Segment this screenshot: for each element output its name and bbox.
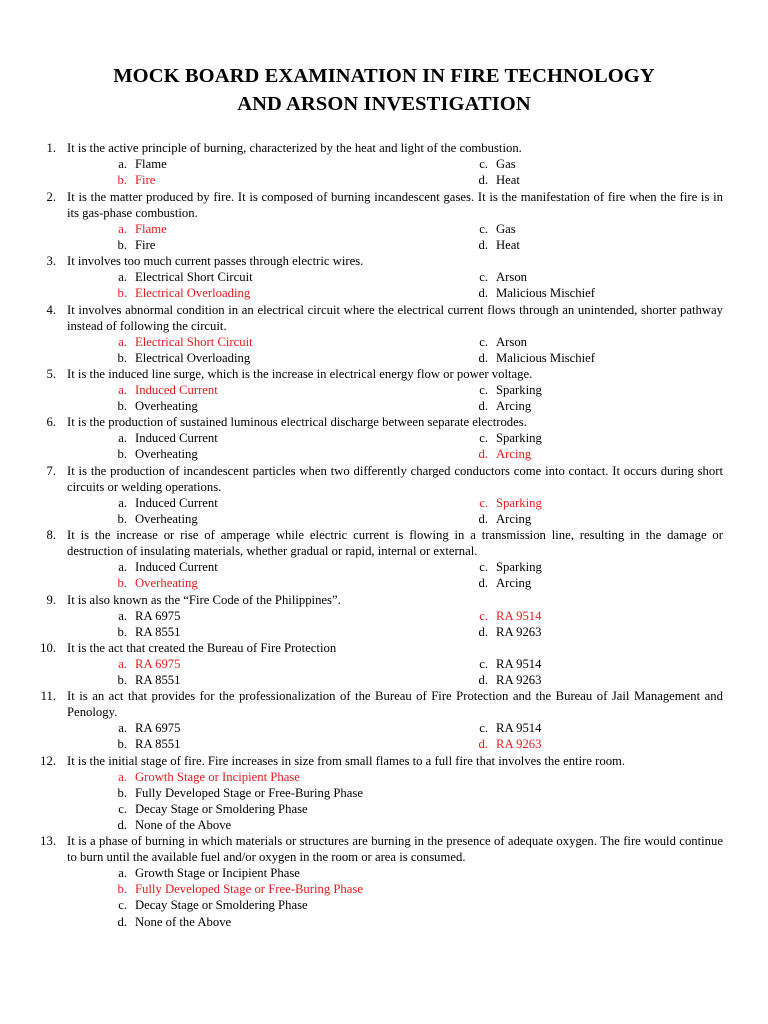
option-letter: c. — [479, 335, 488, 350]
option-text: Decay Stage or Smoldering Phase — [135, 898, 308, 913]
question-text: It is the production of incandescent particles when two differently charged conductors come into contact. It occurs during short circuits or welding operations. — [67, 464, 723, 495]
question-text: It is the induced line surge, which is the increase in electrical energy flow or power voltage. — [67, 367, 533, 381]
option-letter: d. — [478, 286, 488, 301]
question-text: It is the matter produced by fire. It is composed of burning incandescent gases. It is the manifestation of fire when the fire is in its gas-phase combustion. — [67, 190, 723, 221]
option-letter: c. — [479, 496, 488, 511]
option-text: Heat — [496, 238, 520, 253]
option-letter: d. — [478, 447, 488, 462]
question-text: It is the production of sustained luminous electrical discharge between separate electrodes. — [67, 415, 527, 429]
option-text: Sparking — [496, 431, 542, 446]
option-letter: c. — [479, 560, 488, 575]
option-text: Induced Current — [135, 431, 218, 446]
option-text: RA 9514 — [496, 657, 542, 672]
question-number: 12. — [40, 754, 56, 768]
question-text: It is also known as the “Fire Code of the Philippines”. — [67, 593, 341, 607]
option-letter: c. — [479, 222, 488, 237]
option-letter: d. — [478, 351, 488, 366]
option-letter: d. — [478, 512, 488, 527]
question-text: It is the active principle of burning, characterized by the heat and light of the combustion. — [67, 141, 522, 155]
option-text: RA 8551 — [135, 673, 181, 688]
option-text: Sparking — [496, 383, 542, 398]
option-letter: d. — [478, 673, 488, 688]
option-letter: a. — [118, 157, 127, 172]
option-letter: b. — [117, 625, 127, 640]
option-letter: b. — [117, 576, 127, 591]
option-letter: a. — [118, 560, 127, 575]
option-letter: c. — [479, 431, 488, 446]
option-text: Gas — [496, 222, 516, 237]
option-text: Gas — [496, 157, 516, 172]
question-number: 11. — [40, 689, 56, 703]
option-text: RA 9263 — [496, 673, 542, 688]
option-letter: b. — [117, 447, 127, 462]
option-text-correct-answer: RA 6975 — [135, 657, 181, 672]
option-text: RA 9514 — [496, 721, 542, 736]
option-letter: a. — [118, 383, 127, 398]
question-number: 13. — [40, 834, 56, 848]
option-letter: a. — [118, 335, 127, 350]
option-letter: c. — [479, 657, 488, 672]
question-text: It is the act that created the Bureau of Fire Protection — [67, 641, 337, 655]
option-text: Arson — [496, 270, 528, 285]
option-letter: a. — [118, 431, 127, 446]
option-letter: b. — [117, 173, 127, 188]
option-text: RA 9263 — [496, 625, 542, 640]
option-letter: d. — [478, 173, 488, 188]
option-text: Growth Stage or Incipient Phase — [135, 866, 300, 881]
option-text: Fire — [135, 238, 156, 253]
option-letter: a. — [118, 496, 127, 511]
option-text: Flame — [135, 157, 167, 172]
option-letter: c. — [118, 898, 127, 913]
option-letter: b. — [117, 351, 127, 366]
option-text-correct-answer: Arcing — [496, 447, 532, 462]
option-letter: d. — [117, 914, 127, 929]
option-text: Malicious Mischief — [496, 351, 596, 366]
option-letter: d. — [117, 818, 127, 833]
option-letter: b. — [117, 673, 127, 688]
option-letter: b. — [117, 399, 127, 414]
question-number: 8. — [46, 528, 56, 542]
option-text-correct-answer: Electrical Short Circuit — [135, 335, 253, 350]
question-text: It is the initial stage of fire. Fire increases in size from small flames to a full fire that involves the entire room. — [67, 754, 626, 768]
question-text: It is a phase of burning in which materials or structures are burning in the presence of adequate oxygen. The fire would continue to burn until the available fuel and/or oxygen in the room or area is consumed. — [67, 834, 723, 865]
option-text: None of the Above — [135, 914, 232, 929]
option-letter: c. — [479, 383, 488, 398]
option-letter: a. — [118, 770, 127, 785]
option-text: Overheating — [135, 399, 198, 414]
option-text-correct-answer: Fire — [135, 173, 156, 188]
option-letter: c. — [479, 721, 488, 736]
option-letter: b. — [117, 238, 127, 253]
option-text: Heat — [496, 173, 520, 188]
option-text: Induced Current — [135, 496, 218, 511]
question-number: 10. — [40, 641, 56, 655]
option-letter: d. — [478, 576, 488, 591]
option-text: Arcing — [496, 399, 532, 414]
option-letter: d. — [478, 737, 488, 752]
option-text: Induced Current — [135, 560, 218, 575]
question-text: It is the increase or rise of amperage while electric current is flowing in a transmission line, resulting in the damage or destruction of insulating materials, whether gradual or rapid, internal or external. — [67, 528, 723, 559]
question-text: It is an act that provides for the professionalization of the Bureau of Fire Protection and the Bureau of Jail Management and Penology. — [67, 689, 723, 720]
question-number: 3. — [46, 254, 56, 268]
option-text: Overheating — [135, 512, 198, 527]
option-text-correct-answer: Induced Current — [135, 383, 218, 398]
option-letter: d. — [478, 625, 488, 640]
option-text: RA 6975 — [135, 721, 181, 736]
option-text-correct-answer: Overheating — [135, 576, 198, 591]
option-text: Electrical Short Circuit — [135, 270, 253, 285]
option-letter: a. — [118, 721, 127, 736]
option-text: Sparking — [496, 560, 542, 575]
option-letter: c. — [118, 802, 127, 817]
option-text: Arcing — [496, 576, 532, 591]
question-number: 9. — [46, 593, 56, 607]
option-letter: b. — [117, 786, 127, 801]
option-letter: d. — [478, 399, 488, 414]
option-text-correct-answer: Electrical Overloading — [135, 286, 251, 301]
question-text: It involves abnormal condition in an electrical circuit where the electrical current flows through an unintended, shorter pathway instead of following the circuit. — [67, 303, 723, 334]
option-text-correct-answer: Growth Stage or Incipient Phase — [135, 770, 300, 785]
question-number: 5. — [46, 367, 56, 381]
option-letter: c. — [479, 157, 488, 172]
option-text: Electrical Overloading — [135, 351, 251, 366]
page-title — [0, 62, 768, 118]
option-letter: c. — [479, 609, 488, 624]
title-line-1: MOCK BOARD EXAMINATION IN FIRE TECHNOLOGY — [113, 65, 655, 87]
option-text-correct-answer: Sparking — [496, 496, 542, 511]
option-text: RA 8551 — [135, 737, 181, 752]
option-text: Fully Developed Stage or Free-Buring Phase — [135, 786, 363, 801]
option-text-correct-answer: RA 9263 — [496, 737, 542, 752]
question-number: 2. — [46, 190, 56, 204]
option-letter: a. — [118, 609, 127, 624]
option-text: Overheating — [135, 447, 198, 462]
option-letter: b. — [117, 286, 127, 301]
question-number: 1. — [46, 141, 56, 155]
title-line-2: AND ARSON INVESTIGATION — [237, 93, 531, 115]
option-text-correct-answer: Fully Developed Stage or Free-Buring Phase — [135, 882, 363, 897]
option-text: Malicious Mischief — [496, 286, 596, 301]
question-number: 6. — [46, 415, 56, 429]
option-text: Arson — [496, 335, 528, 350]
option-text-correct-answer: Flame — [135, 222, 167, 237]
option-letter: a. — [118, 222, 127, 237]
option-text: RA 6975 — [135, 609, 181, 624]
option-letter: a. — [118, 657, 127, 672]
option-text: Arcing — [496, 512, 532, 527]
option-letter: d. — [478, 238, 488, 253]
option-letter: b. — [117, 512, 127, 527]
option-text: RA 8551 — [135, 625, 181, 640]
option-letter: a. — [118, 270, 127, 285]
option-letter: c. — [479, 270, 488, 285]
question-text: It involves too much current passes through electric wires. — [67, 254, 364, 268]
option-text: None of the Above — [135, 818, 232, 833]
question-number: 4. — [46, 303, 56, 317]
option-text: Decay Stage or Smoldering Phase — [135, 802, 308, 817]
question-number: 7. — [46, 464, 56, 478]
option-letter: b. — [117, 882, 127, 897]
option-text-correct-answer: RA 9514 — [496, 609, 542, 624]
option-letter: b. — [117, 737, 127, 752]
option-letter: a. — [118, 866, 127, 881]
